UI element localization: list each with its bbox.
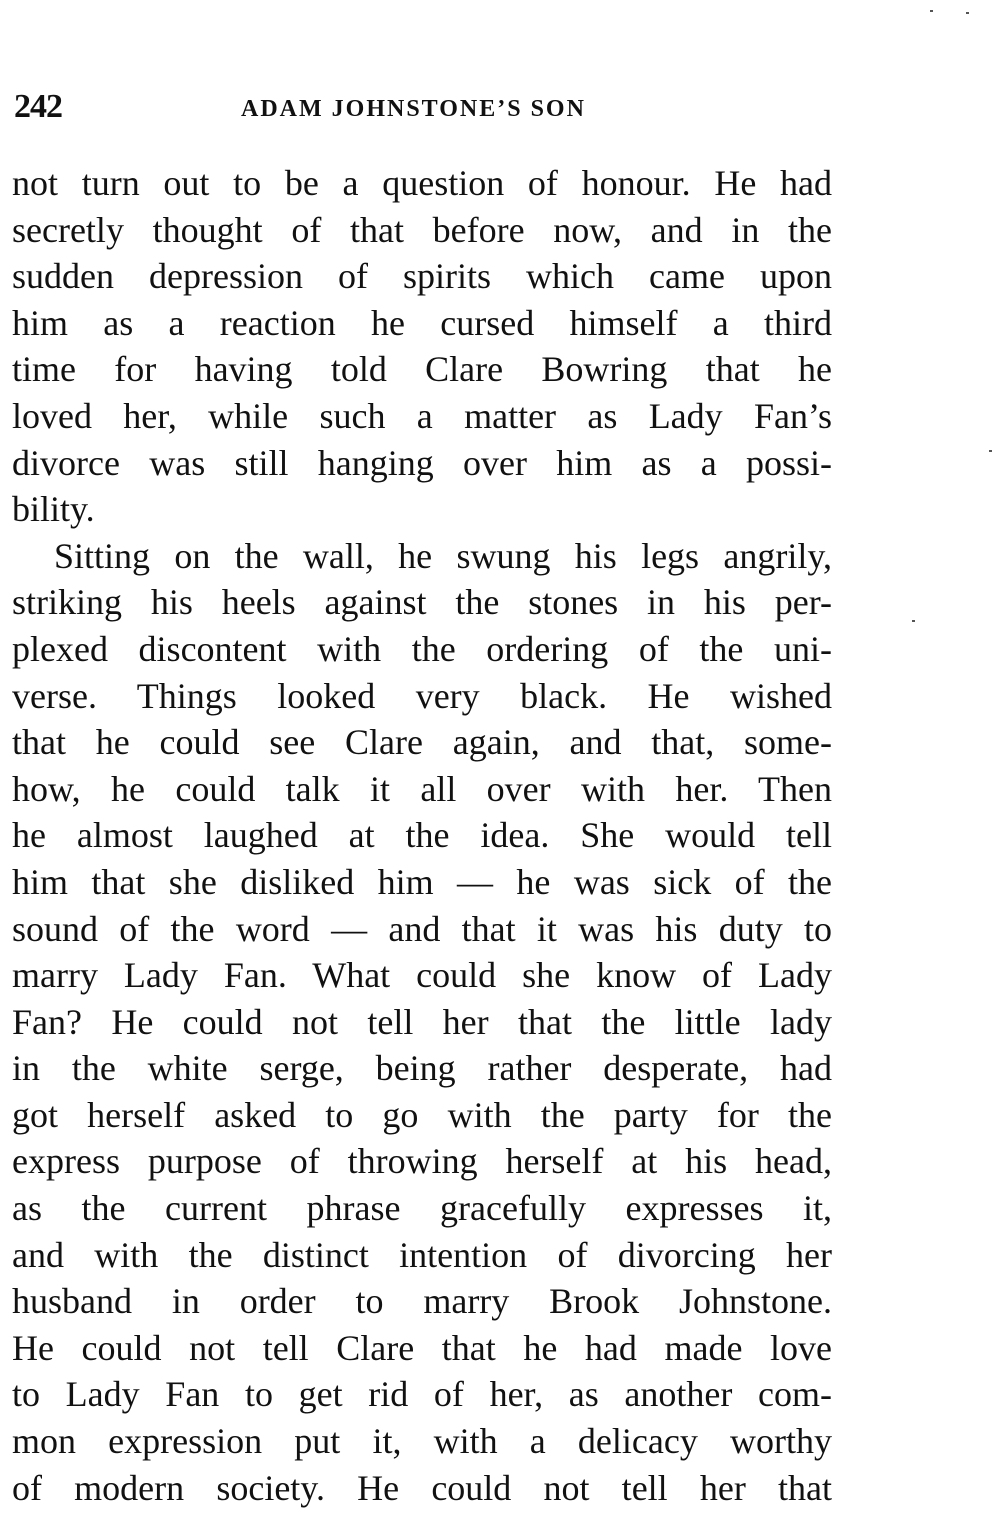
body-text [12, 160, 832, 1511]
text-line: that he could see Clare again, and that, some- [12, 722, 832, 763]
text-line: plexed discontent with the ordering of the uni- [12, 628, 832, 669]
text-line: Fan? He could not tell her that the little lady [12, 1001, 832, 1042]
text-line: express purpose of throwing herself at his head, [12, 1141, 832, 1182]
text-line: striking his heels against the stones in his per- [12, 582, 832, 623]
text-line: bility. [12, 489, 95, 530]
paragraph-start-line: Sitting on the wall, he swung his legs angrily, [54, 535, 832, 576]
scan-speck [930, 10, 933, 12]
text-line: he almost laughed at the idea. She would tell [12, 815, 832, 856]
text-line: mon expression put it, with a delicacy worthy [12, 1421, 832, 1462]
text-line: divorce was still hanging over him as a possi- [12, 442, 832, 483]
text-line: as the current phrase gracefully expresses it, [12, 1188, 832, 1229]
text-line: to Lady Fan to get rid of her, as another com- [12, 1374, 832, 1415]
scan-speck [966, 12, 969, 14]
scan-speck [912, 620, 915, 622]
text-line: of modern society. He could not tell her that [12, 1467, 832, 1508]
scan-speck [989, 450, 992, 452]
text-line: He could not tell Clare that he had made love [12, 1327, 832, 1368]
text-line: sound of the word — and that it was his duty to [12, 908, 832, 949]
text-line: in the white serge, being rather desperate, had [12, 1048, 832, 1089]
text-line: marry Lady Fan. What could she know of Lady [12, 955, 832, 996]
running-head: ADAM JOHNSTONE’S SON [241, 96, 586, 122]
text-line: him as a reaction he cursed himself a third [12, 302, 832, 343]
text-line: and with the distinct intention of divorcing her [12, 1234, 832, 1275]
text-line: time for having told Clare Bowring that he [12, 349, 832, 390]
page-header [14, 88, 834, 132]
page-number: 242 [14, 88, 62, 125]
text-line: verse. Things looked very black. He wished [12, 675, 832, 716]
text-line: him that she disliked him — he was sick of the [12, 861, 832, 902]
text-line: sudden depression of spirits which came upon [12, 256, 832, 297]
text-line: not turn out to be a question of honour. He had [12, 163, 832, 203]
text-line: got herself asked to go with the party for the [12, 1094, 832, 1135]
text-line: loved her, while such a matter as Lady Fan’s [12, 395, 832, 436]
text-line: how, he could talk it all over with her. Then [12, 768, 832, 809]
text-line: secretly thought of that before now, and in the [12, 209, 832, 250]
text-line: husband in order to marry Brook Johnstone. [12, 1281, 832, 1322]
